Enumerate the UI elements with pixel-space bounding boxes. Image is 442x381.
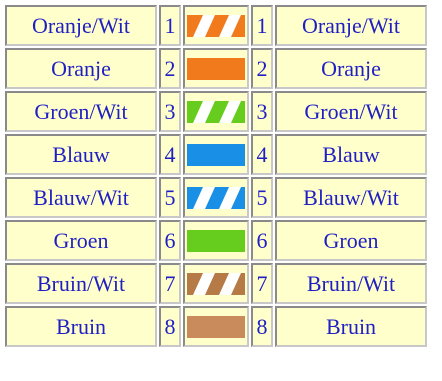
wire-row xyxy=(5,177,427,218)
wire-row xyxy=(5,263,427,304)
right-pin-number: 2 xyxy=(251,48,273,89)
right-wire-name: Groen xyxy=(275,220,427,261)
wire-row xyxy=(5,5,427,46)
wire-swatch-cell xyxy=(183,48,249,89)
left-pin-number: 4 xyxy=(159,134,181,175)
right-pin-number: 3 xyxy=(251,91,273,132)
blue-solid-icon xyxy=(187,144,245,166)
wire-row xyxy=(5,306,427,347)
right-wire-name: Oranje/Wit xyxy=(275,5,427,46)
left-wire-name: Oranje/Wit xyxy=(5,5,157,46)
wire-row xyxy=(5,48,427,89)
right-pin-number: 7 xyxy=(251,263,273,304)
blue-white-stripe-icon xyxy=(187,187,245,209)
wire-swatch-cell xyxy=(183,134,249,175)
wire-color-table xyxy=(3,3,429,349)
brown-white-stripe-icon xyxy=(187,273,245,295)
left-wire-name: Bruin xyxy=(5,306,157,347)
right-wire-name: Blauw xyxy=(275,134,427,175)
right-pin-number: 1 xyxy=(251,5,273,46)
left-wire-name: Blauw/Wit xyxy=(5,177,157,218)
green-solid-icon xyxy=(187,230,245,252)
wire-row xyxy=(5,91,427,132)
right-wire-name: Groen/Wit xyxy=(275,91,427,132)
left-wire-name: Groen/Wit xyxy=(5,91,157,132)
left-pin-number: 1 xyxy=(159,5,181,46)
orange-white-stripe-icon xyxy=(187,15,245,37)
wire-swatch-cell xyxy=(183,91,249,132)
wire-swatch-cell xyxy=(183,220,249,261)
orange-solid-icon xyxy=(187,58,245,80)
wire-swatch-cell xyxy=(183,263,249,304)
right-wire-name: Blauw/Wit xyxy=(275,177,427,218)
left-wire-name: Bruin/Wit xyxy=(5,263,157,304)
left-pin-number: 5 xyxy=(159,177,181,218)
green-white-stripe-icon xyxy=(187,101,245,123)
right-wire-name: Bruin/Wit xyxy=(275,263,427,304)
right-wire-name: Bruin xyxy=(275,306,427,347)
right-pin-number: 8 xyxy=(251,306,273,347)
left-wire-name: Groen xyxy=(5,220,157,261)
right-pin-number: 5 xyxy=(251,177,273,218)
brown-solid-icon xyxy=(187,316,245,338)
wire-swatch-cell xyxy=(183,5,249,46)
wire-swatch-cell xyxy=(183,177,249,218)
left-wire-name: Blauw xyxy=(5,134,157,175)
wire-row xyxy=(5,134,427,175)
wire-row xyxy=(5,220,427,261)
right-pin-number: 6 xyxy=(251,220,273,261)
left-pin-number: 3 xyxy=(159,91,181,132)
left-wire-name: Oranje xyxy=(5,48,157,89)
wire-swatch-cell xyxy=(183,306,249,347)
left-pin-number: 8 xyxy=(159,306,181,347)
wire-color-table-body xyxy=(5,5,427,347)
left-pin-number: 7 xyxy=(159,263,181,304)
right-pin-number: 4 xyxy=(251,134,273,175)
right-wire-name: Oranje xyxy=(275,48,427,89)
left-pin-number: 2 xyxy=(159,48,181,89)
left-pin-number: 6 xyxy=(159,220,181,261)
